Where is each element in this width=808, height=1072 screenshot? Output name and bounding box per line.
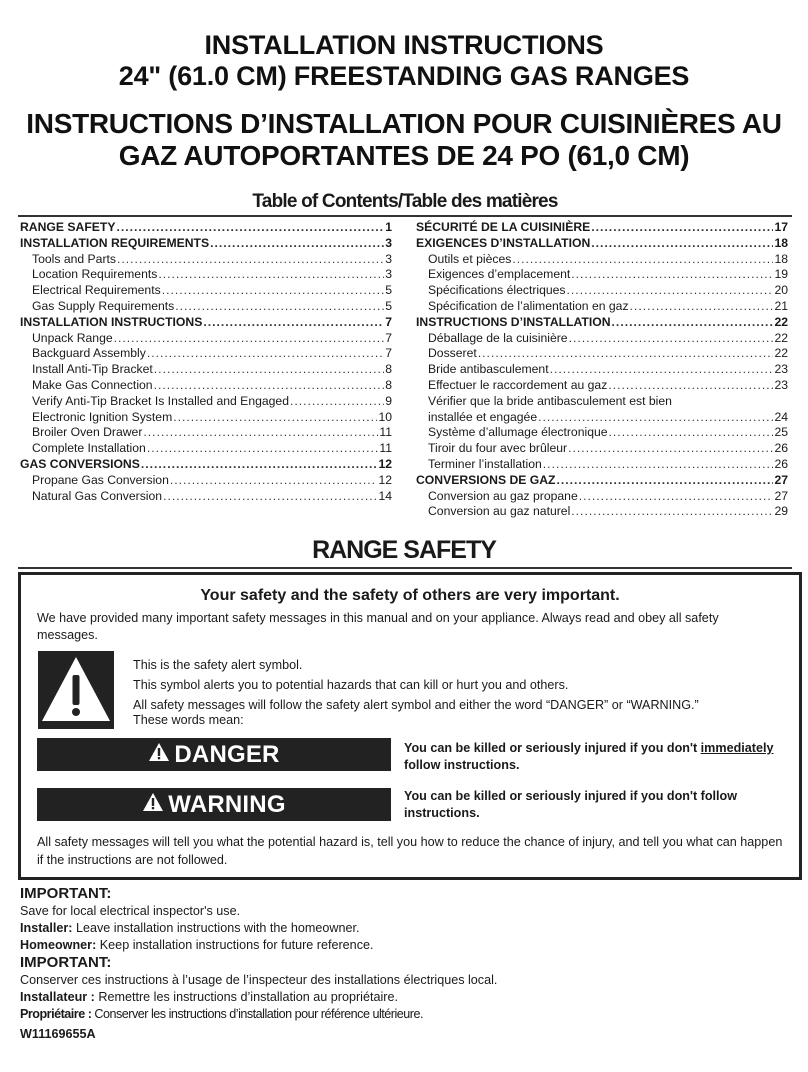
toc-entry: [20, 236, 392, 252]
toc-entry-page: 11: [379, 441, 392, 456]
toc-leader-dots: [173, 410, 377, 426]
toc-entry-page: 18: [774, 235, 788, 250]
toc-entry-label: Tools and Parts: [32, 251, 117, 266]
toc-entry-label: Spécification de l’alimentation en gaz: [428, 298, 629, 313]
toc-entry: [416, 299, 788, 315]
toc-leader-dots: [147, 441, 379, 457]
toc-entry: [20, 299, 392, 315]
title-fr-line2: GAZ AUTOPORTANTES DE 24 PO (61,0 CM): [118, 140, 690, 171]
important-en-homeowner: [20, 937, 780, 954]
toc-entry-page: 9: [385, 393, 392, 408]
toc-leader-dots: [478, 346, 774, 362]
important-en-heading: IMPORTANT:: [20, 885, 112, 902]
toc-entry-label: Electronic Ignition System: [32, 409, 173, 424]
toc-entry-label: Unpack Range: [32, 330, 113, 345]
toc-leader-dots: [154, 378, 385, 394]
proprietaire-label: Propriétaire :: [20, 1007, 92, 1021]
toc-entry: [416, 283, 788, 299]
safety-box-title: Your safety and the safety of others are very important.: [200, 587, 620, 604]
toc-entry-label: Verify Anti-Tip Bracket Is Installed and Engaged: [32, 393, 289, 408]
alert-line-1: This is the safety alert symbol.: [133, 658, 303, 672]
warning-signal-bar: [37, 788, 391, 821]
warning-label: WARNING: [168, 790, 286, 818]
title-fr-line1: INSTRUCTIONS D’INSTALLATION POUR CUISINIÈRES AU: [26, 108, 782, 139]
toc-leader-dots: [170, 473, 378, 489]
toc-entry-label: Conversion au gaz propane: [428, 488, 578, 503]
toc-entry-page: 23: [774, 377, 788, 392]
toc-heading: Table of Contents/Table des matières: [252, 191, 558, 212]
toc-entry: [416, 220, 788, 236]
important-fr-heading: IMPORTANT:: [20, 954, 112, 971]
toc-entry-label: Natural Gas Conversion: [32, 488, 163, 503]
important-french: [20, 953, 780, 1023]
toc-entry-page: 27: [774, 488, 788, 503]
toc-leader-dots: [290, 394, 384, 410]
danger-alert-icon: [148, 741, 170, 769]
toc-entry-page: 8: [385, 377, 392, 392]
toc-entry-label: Conversion au gaz naturel: [428, 504, 571, 519]
range-safety-heading: RANGE SAFETY: [312, 536, 496, 564]
toc-leader-dots: [630, 299, 774, 315]
toc-entry-label: SÉCURITÉ DE LA CUISINIÈRE: [416, 220, 591, 234]
toc-entry: [20, 331, 392, 347]
warning-alert-icon: [142, 791, 164, 819]
important-english: [20, 884, 780, 954]
toc-entry-label: Complete Installation: [32, 441, 146, 456]
toc-leader-dots: [114, 331, 385, 347]
toc-entry: [20, 441, 392, 457]
toc-leader-dots: [143, 425, 378, 441]
toc-entry: [20, 473, 392, 489]
danger-text-a: You can be killed or seriously injured if you don't: [404, 741, 701, 755]
title-en-line1: INSTALLATION INSTRUCTIONS: [204, 30, 604, 60]
toc-entry-page: 24: [774, 409, 788, 424]
toc-entry-page: 7: [385, 346, 392, 361]
homeowner-label: Homeowner:: [20, 938, 97, 952]
toc-entry-page: 11: [379, 425, 392, 440]
toc-entry: [20, 315, 392, 331]
toc-entry: [416, 346, 788, 362]
toc-entry-label: Système d’allumage électronique: [428, 425, 608, 440]
toc-column-french: [416, 220, 788, 520]
toc-leader-dots: [117, 252, 384, 268]
toc-entry-label: Gas Supply Requirements: [32, 298, 175, 313]
toc-entry-page: 26: [774, 441, 788, 456]
toc-entry-label: Spécifications électriques: [428, 283, 566, 298]
warning-triangle-icon: [38, 651, 114, 729]
toc-entry: [20, 457, 392, 473]
document-id: W11169655A: [20, 1027, 96, 1041]
toc-entry: [416, 378, 788, 394]
toc-entry-page: 22: [774, 346, 788, 361]
toc-entry: [20, 489, 392, 505]
toc-entry-page: 10: [378, 409, 392, 424]
alert-symbol-explanation: [133, 655, 699, 730]
toc-leader-dots: [608, 378, 773, 394]
toc-entry-page: 27: [774, 472, 788, 487]
toc-entry-label: Exigences d’emplacement: [428, 267, 571, 282]
toc-entry: [416, 504, 788, 520]
alert-line-2: This symbol alerts you to potential hazards that can kill or hurt you and others.: [133, 678, 569, 692]
toc-entry: [20, 362, 392, 378]
toc-entry-label: Déballage de la cuisinière: [428, 330, 568, 345]
toc-entry: [20, 252, 392, 268]
toc-entry: [416, 362, 788, 378]
toc-entry-page: 5: [385, 283, 392, 298]
toc-entry-page: 12: [378, 456, 392, 471]
toc-entry: [416, 315, 788, 331]
toc-entry-label: Dosseret: [428, 346, 477, 361]
toc-leader-dots: [568, 441, 773, 457]
toc-heading-rule: [18, 190, 792, 217]
toc-entry: [20, 283, 392, 299]
toc-column-english: [20, 220, 392, 504]
toc-leader-dots: [116, 220, 384, 236]
danger-signal-bar: [37, 738, 391, 771]
toc-entry-page: 8: [385, 362, 392, 377]
toc-entry-label: Backguard Assembly: [32, 346, 146, 361]
important-fr-owner: [20, 1006, 780, 1023]
toc-leader-dots: [538, 410, 773, 426]
toc-entry: [416, 236, 788, 252]
installer-label: Installer:: [20, 921, 73, 935]
toc-entry-page: 22: [774, 314, 788, 329]
toc-entry-label: installée et engagée: [428, 409, 538, 424]
important-en-installer: [20, 920, 780, 937]
toc-entry: [416, 425, 788, 441]
section-divider: [18, 567, 792, 569]
toc-entry-label: Vérifier que la bride antibasculement est bien: [428, 393, 672, 408]
toc-entry: [416, 457, 788, 473]
toc-leader-dots: [175, 299, 384, 315]
toc-leader-dots: [591, 236, 773, 252]
toc-entry: [20, 425, 392, 441]
toc-entry: [416, 473, 788, 489]
alert-line-4: These words mean:: [133, 713, 244, 727]
toc-entry: [416, 489, 788, 505]
toc-leader-dots: [571, 267, 773, 283]
toc-entry: [20, 410, 392, 426]
toc-leader-dots: [579, 489, 774, 505]
installer-text: Leave installation instructions with the homeowner.: [72, 921, 360, 935]
proprietaire-text: Conserver les instructions d’installation pour référence ultérieure.: [91, 1007, 423, 1021]
toc-entry-page: 5: [385, 298, 392, 313]
title-en-line2: 24" (61.0 CM) FREESTANDING GAS RANGES: [118, 61, 690, 91]
toc-entry-page: 18: [774, 251, 788, 266]
toc-entry: [416, 394, 788, 410]
toc-entry-label: Effectuer le raccordement au gaz: [428, 377, 608, 392]
toc-entry-label: GAS CONVERSIONS: [20, 456, 140, 471]
installateur-label: Installateur :: [20, 990, 95, 1004]
toc-entry-label: Install Anti-Tip Bracket: [32, 362, 153, 377]
toc-leader-dots: [567, 283, 774, 299]
safety-box: [18, 572, 802, 880]
toc-entry-label: RANGE SAFETY: [20, 220, 116, 234]
toc-entry-page: 29: [774, 504, 788, 519]
toc-entry: [416, 441, 788, 457]
toc-entry-page: 17: [774, 220, 788, 234]
toc-leader-dots: [571, 504, 773, 520]
toc-entry-page: 3: [385, 235, 392, 250]
toc-leader-dots: [557, 473, 774, 489]
toc-leader-dots: [550, 362, 774, 378]
toc-leader-dots: [609, 425, 774, 441]
toc-entry-label: INSTALLATION REQUIREMENTS: [20, 235, 210, 250]
toc-leader-dots: [569, 331, 774, 347]
toc-entry-label: INSTRUCTIONS D’INSTALLATION: [416, 314, 611, 329]
toc-entry: [416, 331, 788, 347]
toc-entry-label: Electrical Requirements: [32, 283, 161, 298]
danger-description: [404, 740, 784, 774]
toc-entry-label: Bride antibasculement: [428, 362, 549, 377]
safety-footer-text: All safety messages will tell you what the potential hazard is, tell you how to reduce the chance of injury, and tell you what can happen if the instructions are not followed.: [37, 835, 783, 867]
toc-entry-page: 7: [385, 330, 392, 345]
toc-leader-dots: [147, 346, 384, 362]
warning-description: You can be killed or seriously injured if you don't follow instructions.: [404, 789, 738, 820]
toc-entry: [20, 394, 392, 410]
danger-text-b: follow instructions.: [404, 758, 520, 772]
document-title: [0, 0, 808, 172]
danger-text-emphasis: immediately: [700, 741, 774, 755]
toc-entry-page: 1: [385, 220, 392, 234]
toc-entry-page: 20: [774, 283, 788, 298]
toc-entry-page: 14: [378, 488, 392, 503]
alert-line-3: All safety messages will follow the safety alert symbol and either the word “DANGER” or “WARNING.”: [133, 698, 699, 712]
toc-entry-page: 22: [774, 330, 788, 345]
toc-entry-page: 26: [774, 456, 788, 471]
toc-entry-page: 3: [385, 251, 392, 266]
toc-leader-dots: [141, 457, 378, 473]
toc-leader-dots: [512, 252, 773, 268]
toc-entry: [416, 267, 788, 283]
toc-leader-dots: [543, 457, 774, 473]
toc-leader-dots: [591, 220, 773, 236]
toc-leader-dots: [162, 283, 385, 299]
danger-label: DANGER: [174, 740, 280, 768]
toc-entry-label: INSTALLATION INSTRUCTIONS: [20, 314, 203, 329]
important-fr-installer: [20, 989, 780, 1006]
toc-entry-page: 19: [774, 267, 788, 282]
important-en-line1: Save for local electrical inspector's use.: [20, 904, 241, 918]
toc-leader-dots: [154, 362, 384, 378]
toc-entry-label: EXIGENCES D’INSTALLATION: [416, 235, 591, 250]
toc-entry-label: Outils et pièces: [428, 251, 512, 266]
toc-entry-label: Propane Gas Conversion: [32, 472, 169, 487]
toc-entry-page: 7: [385, 314, 392, 329]
toc-entry-label: Tiroir du four avec brûleur: [428, 441, 568, 456]
toc-entry-label: Location Requirements: [32, 267, 158, 282]
toc-entry-page: 23: [774, 362, 788, 377]
toc-entry-page: 21: [774, 298, 788, 313]
toc-leader-dots: [203, 315, 384, 331]
important-fr-line1: Conserver ces instructions à l’usage de l’inspecteur des installations électriques local.: [20, 973, 498, 987]
toc-entry: [416, 410, 788, 426]
installateur-text: Remettre les instructions d’installation au propriétaire.: [94, 990, 398, 1004]
safety-intro-text: We have provided many important safety messages in this manual and on your appliance. Always read and obey all safety messages.: [37, 611, 719, 642]
toc-entry-label: Make Gas Connection: [32, 377, 153, 392]
toc-entry-label: Terminer l’installation: [428, 456, 542, 471]
toc-entry-page: 3: [385, 267, 392, 282]
toc-leader-dots: [612, 315, 774, 331]
toc-entry-label: CONVERSIONS DE GAZ: [416, 472, 556, 487]
toc-entry: [20, 220, 392, 236]
homeowner-text: Keep installation instructions for future reference.: [96, 938, 374, 952]
toc-entry: [20, 267, 392, 283]
toc-entry: [20, 346, 392, 362]
toc-entry-page: 25: [774, 425, 788, 440]
toc-entry: [416, 252, 788, 268]
toc-entry-page: 12: [378, 472, 392, 487]
toc-entry: [20, 378, 392, 394]
toc-entry-label: Broiler Oven Drawer: [32, 425, 143, 440]
toc-leader-dots: [210, 236, 384, 252]
toc-leader-dots: [163, 489, 377, 505]
toc-leader-dots: [158, 267, 384, 283]
